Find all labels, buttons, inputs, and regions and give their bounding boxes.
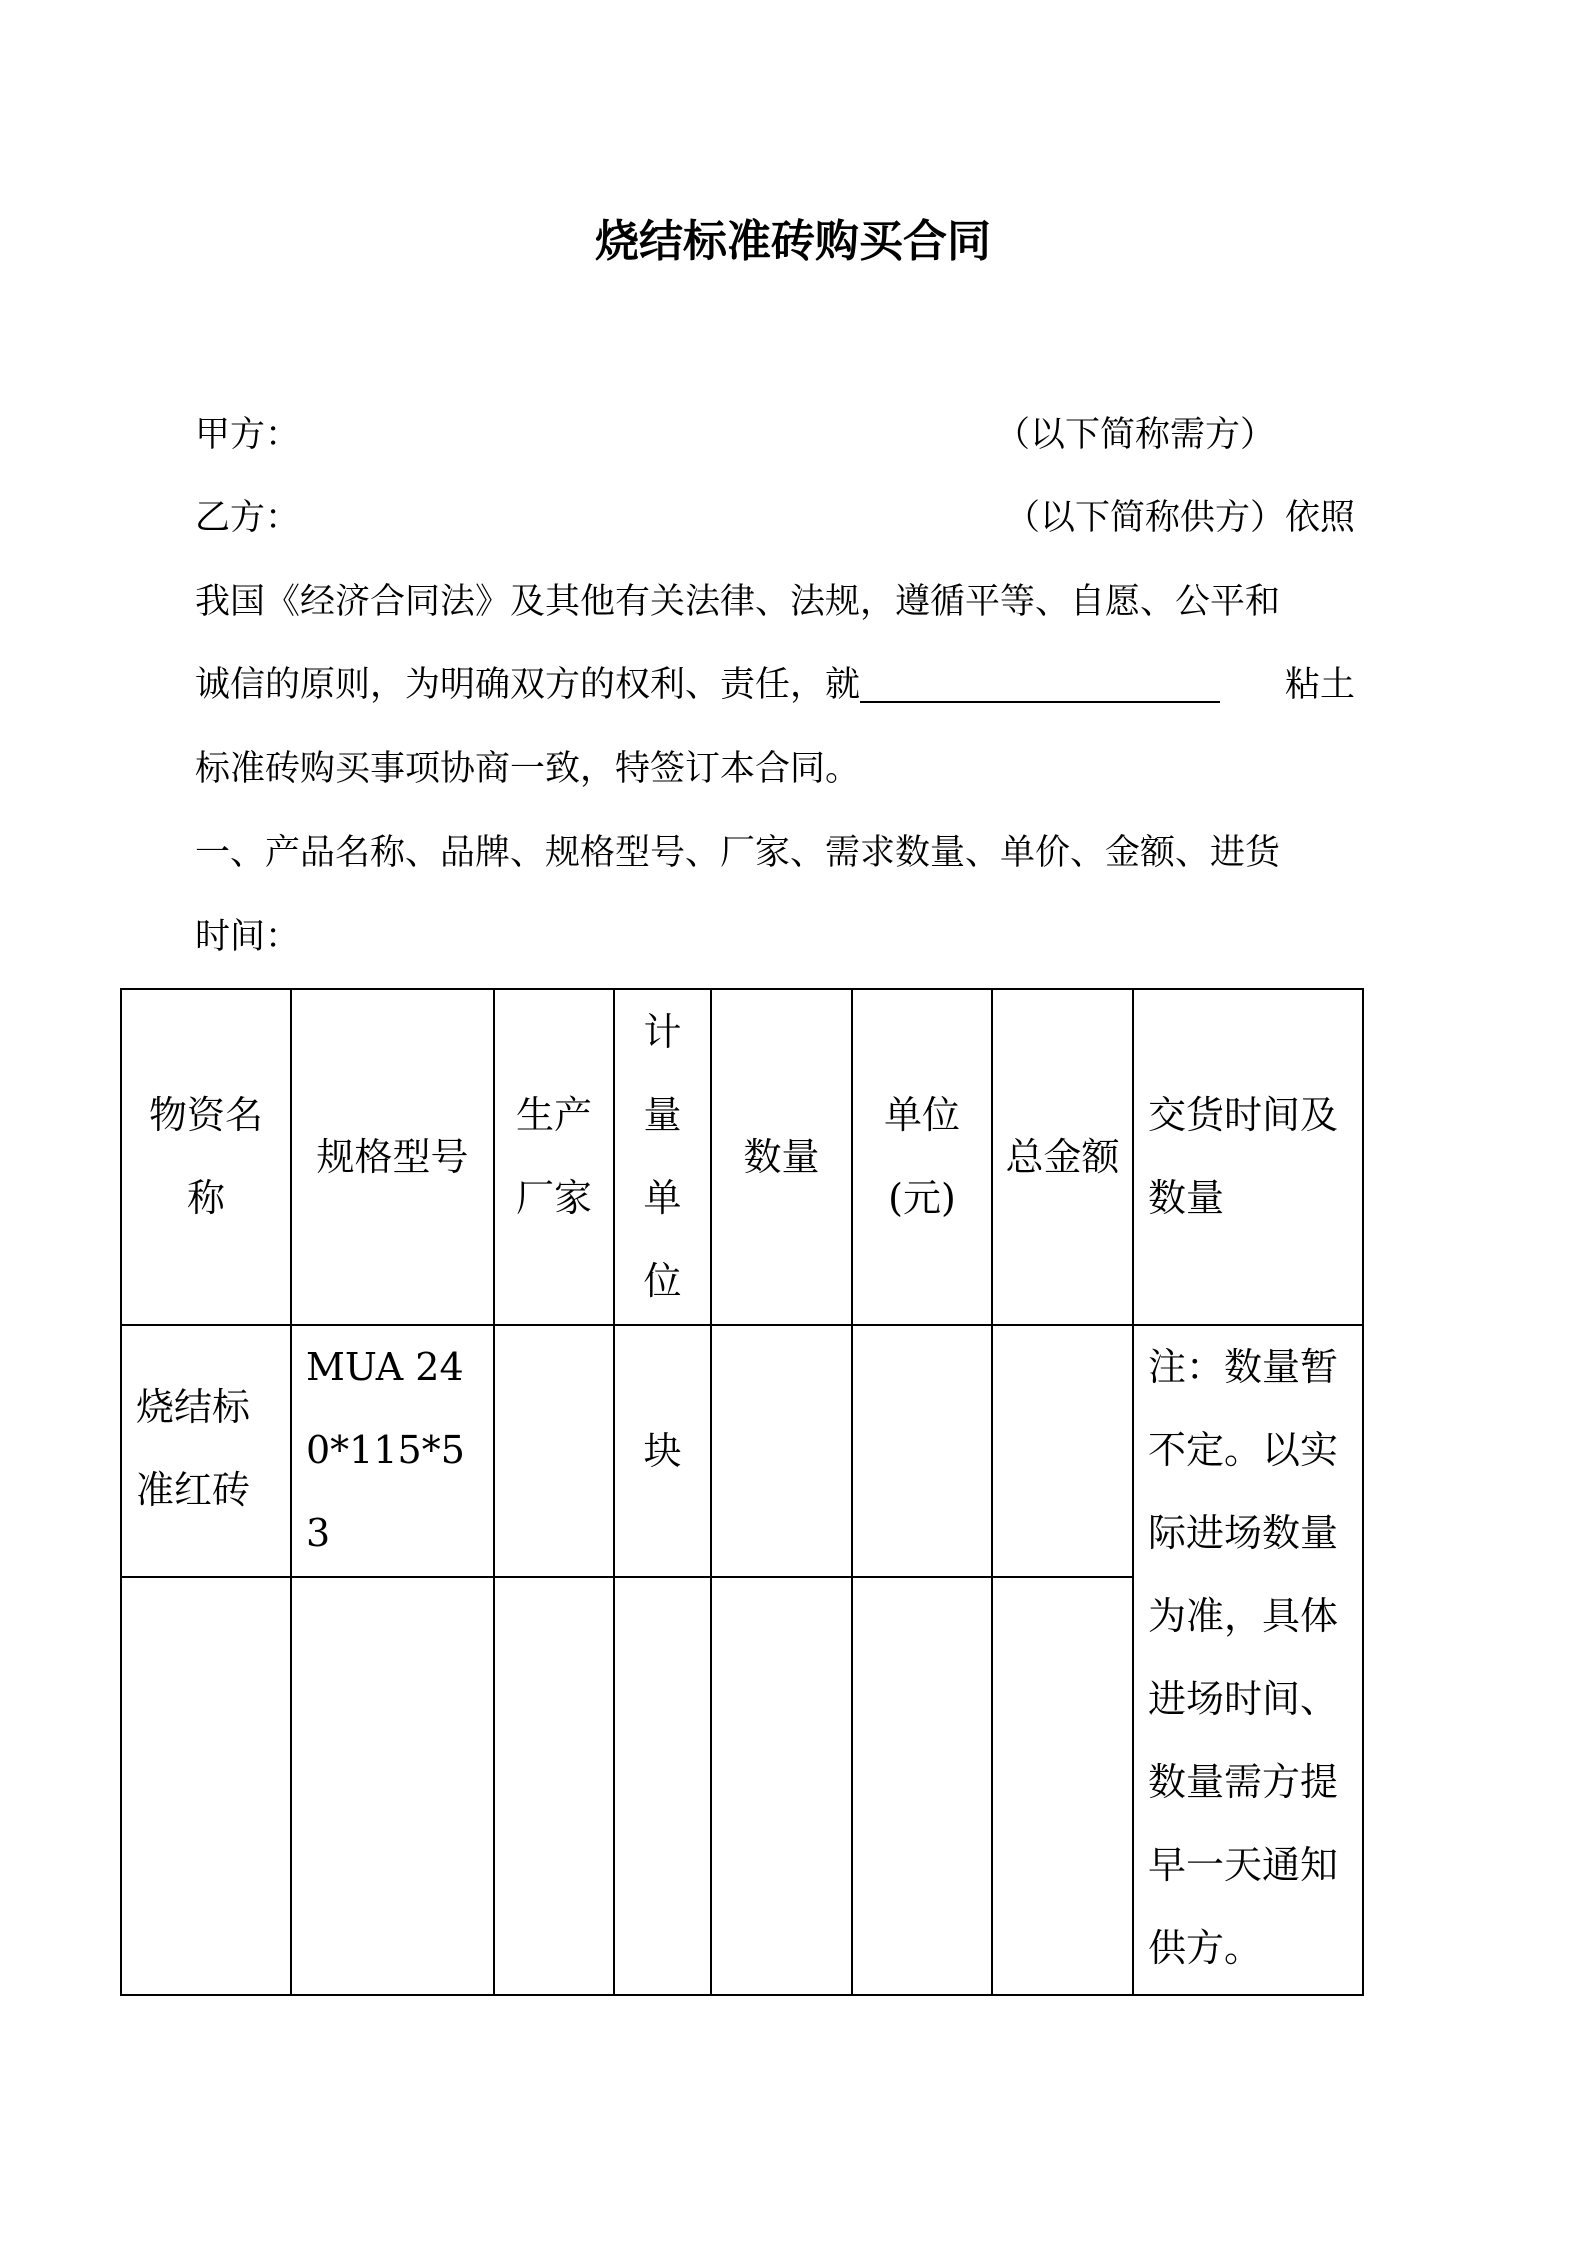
section-1-heading: 一、产品名称、品牌、规格型号、厂家、需求数量、单价、金额、进货 bbox=[195, 833, 1281, 873]
header-spec-model: 规格型号 bbox=[291, 989, 494, 1325]
paragraph-line-1: 我国《经济合同法》及其他有关法律、法规，遵循平等、自愿、公平和 bbox=[195, 582, 1281, 622]
header-material-name: 物资名称 bbox=[121, 989, 291, 1325]
cell-manufacturer[interactable] bbox=[494, 1325, 614, 1577]
cell-total-amount[interactable] bbox=[992, 1325, 1133, 1577]
header-unit-of-measure: 计量单位 bbox=[614, 989, 711, 1325]
cell-empty[interactable] bbox=[494, 1577, 614, 1995]
paragraph-line-2-end: 粘土 bbox=[1284, 665, 1355, 705]
product-blank[interactable] bbox=[860, 655, 1220, 703]
header-unit-price: 单位(元) bbox=[852, 989, 992, 1325]
party-b-line bbox=[195, 488, 1355, 548]
cell-spec-model: MUA 240*115*53 bbox=[291, 1325, 494, 1577]
cell-material-name: 烧结标准红砖 bbox=[121, 1325, 291, 1577]
table-row bbox=[121, 1325, 1363, 1577]
party-a-suffix: （以下简称需方） bbox=[995, 415, 1276, 455]
party-b-suffix: （以下简称供方）依照 bbox=[1004, 498, 1355, 538]
header-quantity: 数量 bbox=[711, 989, 852, 1325]
party-b-label: 乙方： bbox=[195, 498, 301, 538]
cell-empty[interactable] bbox=[291, 1577, 494, 1995]
cell-quantity[interactable] bbox=[711, 1325, 852, 1577]
contract-title: 烧结标准砖购买合同 bbox=[595, 216, 991, 267]
paragraph-line-3: 标准砖购买事项协商一致，特签订本合同。 bbox=[195, 749, 861, 789]
header-manufacturer: 生产厂家 bbox=[494, 989, 614, 1325]
cell-empty[interactable] bbox=[614, 1577, 711, 1995]
table-header-row bbox=[121, 989, 1363, 1325]
section-1-heading-cont: 时间： bbox=[195, 917, 301, 957]
header-delivery-time-qty: 交货时间及数量 bbox=[1133, 989, 1363, 1325]
cell-unit: 块 bbox=[614, 1325, 711, 1577]
cell-unit-price[interactable] bbox=[852, 1325, 992, 1577]
party-a-label: 甲方： bbox=[195, 415, 301, 455]
goods-table bbox=[120, 988, 1364, 1996]
cell-empty[interactable] bbox=[852, 1577, 992, 1995]
cell-empty[interactable] bbox=[992, 1577, 1133, 1995]
header-total-amount: 总金额 bbox=[992, 989, 1133, 1325]
party-a-line bbox=[195, 405, 1355, 465]
cell-empty[interactable] bbox=[121, 1577, 291, 1995]
paragraph-line-2 bbox=[195, 655, 1355, 715]
paragraph-line-2-start: 诚信的原则，为明确双方的权利、责任，就 bbox=[195, 665, 861, 705]
cell-empty[interactable] bbox=[711, 1577, 852, 1995]
cell-delivery-note: 注：数量暂不定。以实际进场数量为准，具体进场时间、数量需方提早一天通知供方。 bbox=[1133, 1325, 1363, 1995]
